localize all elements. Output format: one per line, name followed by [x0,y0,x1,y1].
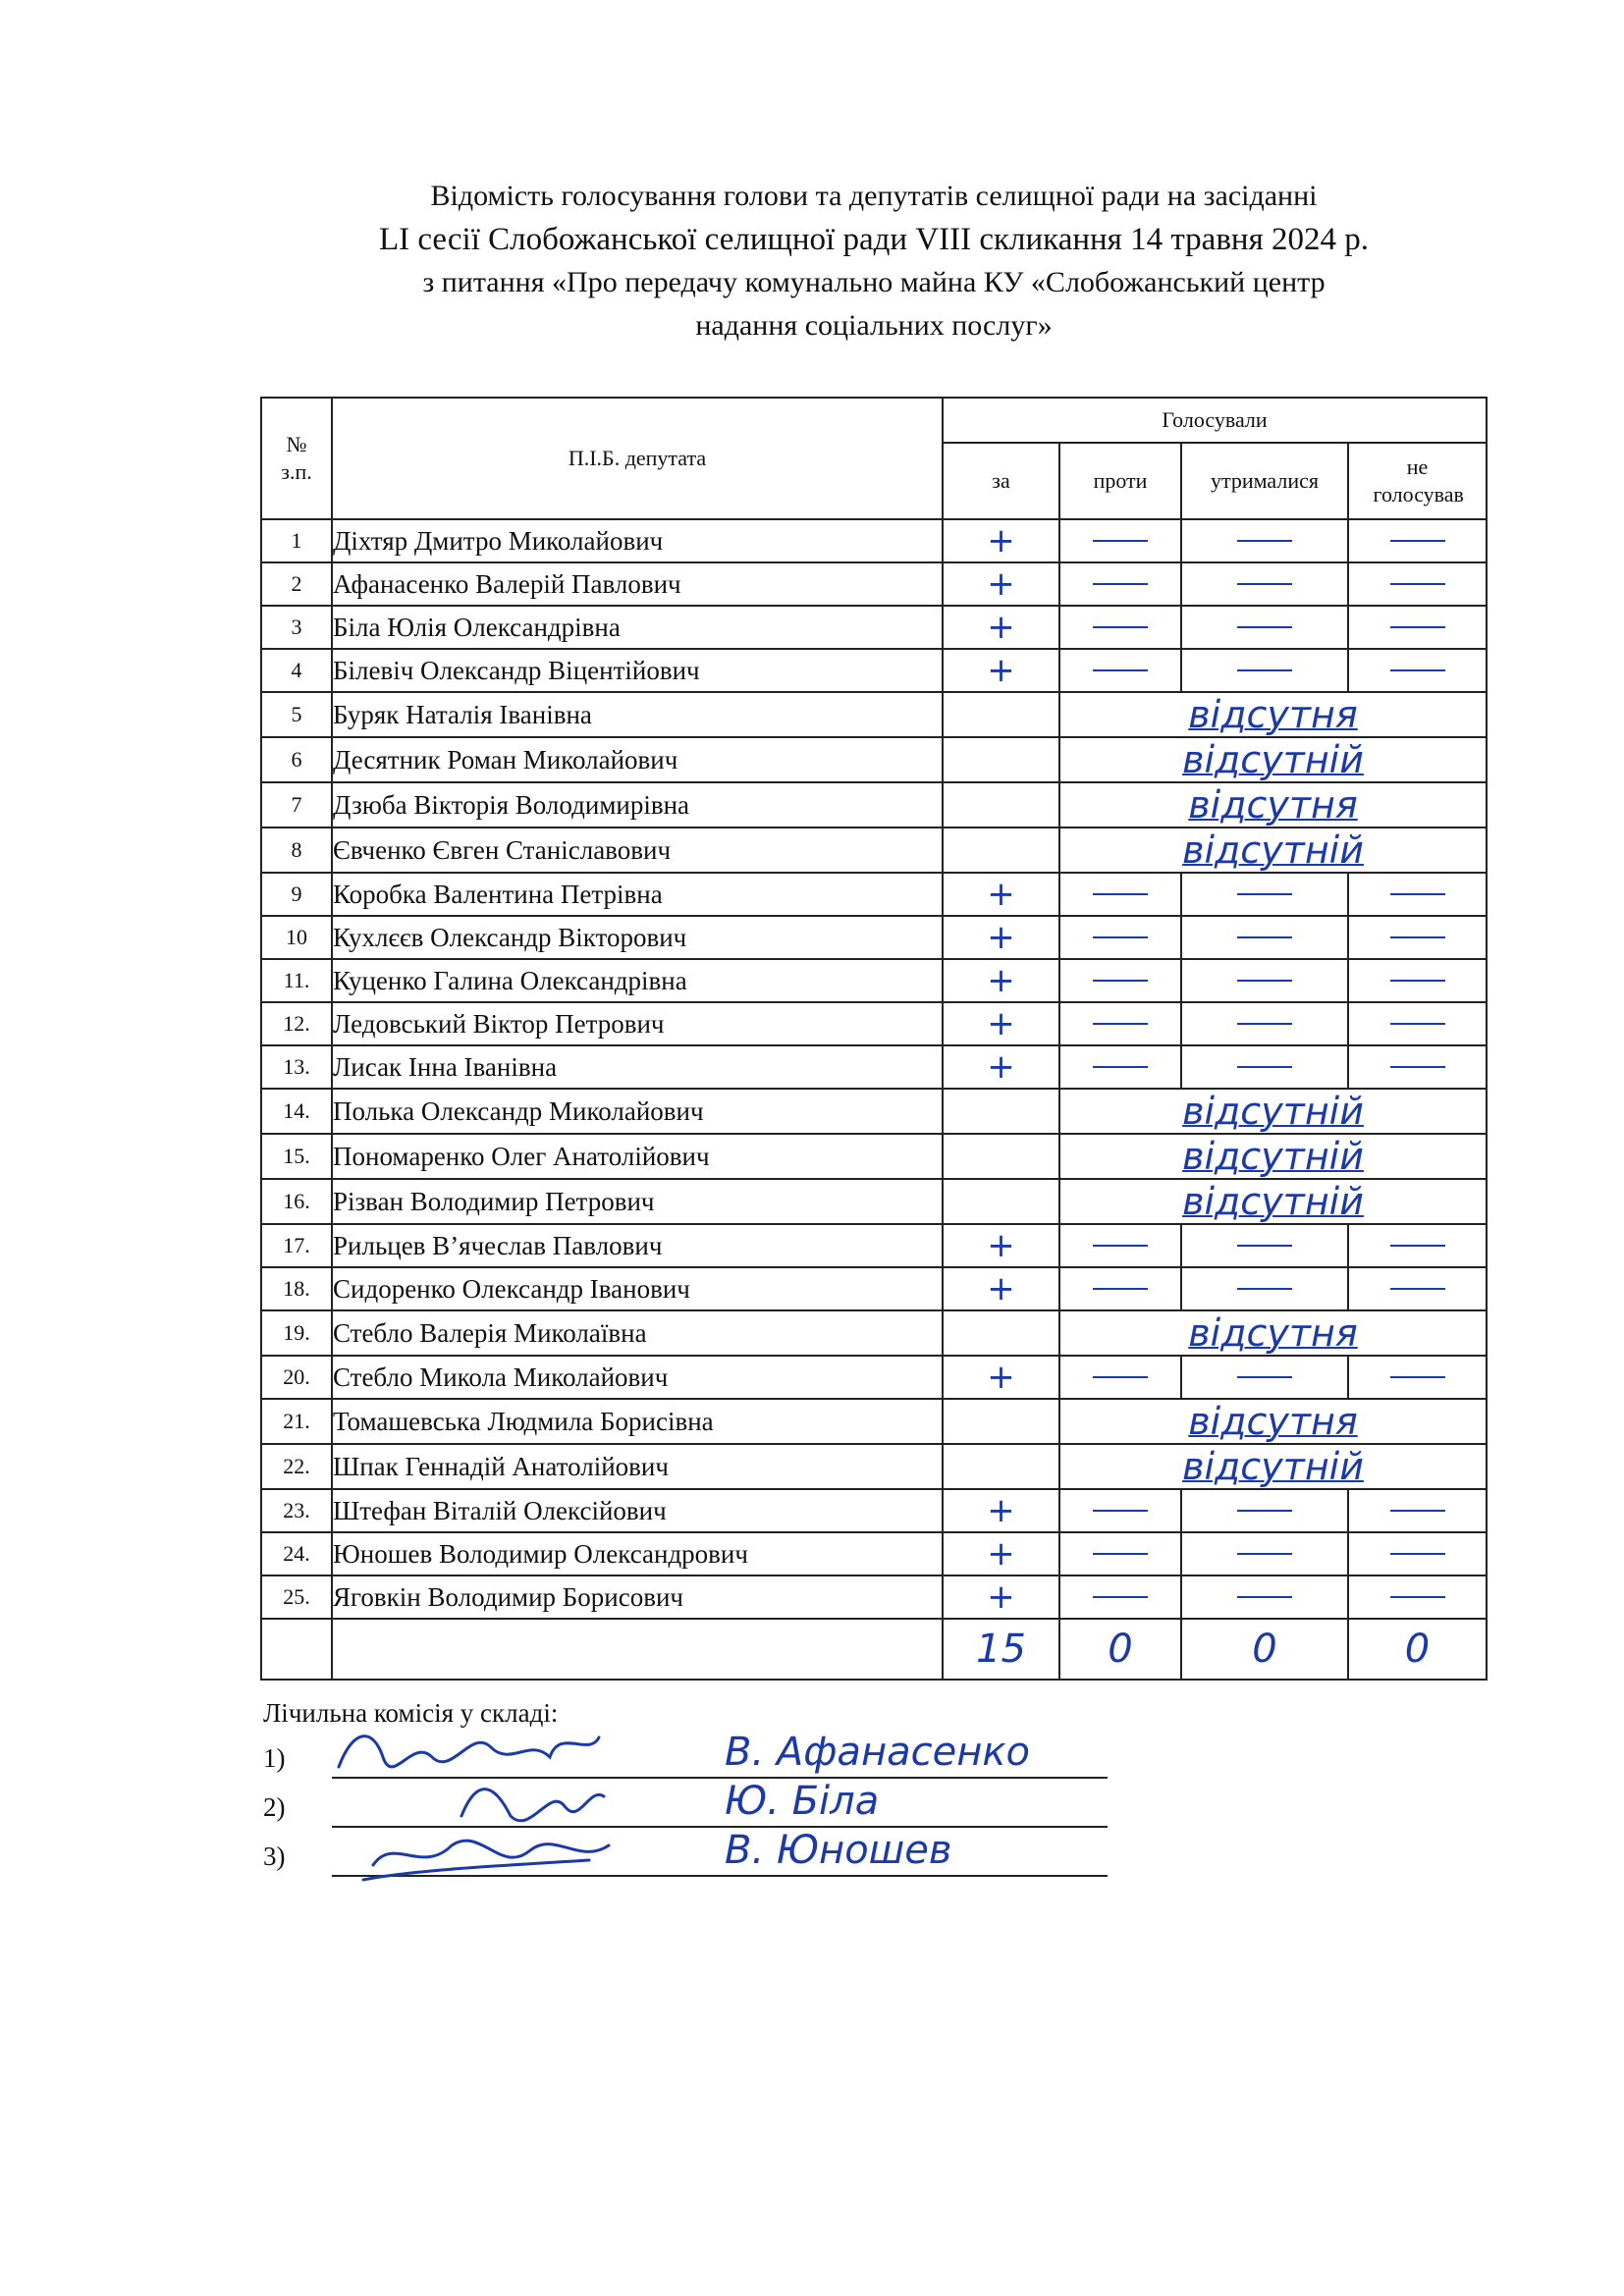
table-row [261,692,1487,737]
totals-row [261,1619,1487,1680]
absent-mark: відсутній [1059,828,1487,873]
row-num: 6 [261,737,332,782]
row-name: Яговкін Володимир Борисович [332,1575,943,1619]
vote-za-mark: + [943,649,1059,692]
row-num: 2 [261,562,332,606]
header-num-label: № з.п. [281,432,312,484]
table-row [261,873,1487,916]
table-row [261,1089,1487,1134]
dash-mark [1237,1245,1292,1247]
vote-za-mark: + [943,1356,1059,1399]
vote-za-mark: + [943,1575,1059,1619]
vote-za-mark: + [943,873,1059,916]
row-num: 3 [261,606,332,649]
dash-mark [1093,1510,1148,1512]
table-row [261,649,1487,692]
vote-ne-holosuvav-dash [1348,873,1487,916]
totals-num-cell [261,1619,332,1680]
header-name: П.І.Б. депутата [332,398,943,519]
dash-mark [1390,936,1445,938]
row-name: Лисак Інна Іванівна [332,1045,943,1089]
dash-mark [1093,626,1148,628]
vote-ne-holosuvav-dash [1348,606,1487,649]
dash-mark [1093,1376,1148,1378]
absent-mark: відсутня [1059,782,1487,828]
table-row [261,1002,1487,1045]
row-name: Євченко Євген Станіславович [332,828,943,873]
vote-proty-dash [1059,649,1181,692]
dash-mark [1237,1023,1292,1025]
dash-mark [1237,1596,1292,1598]
vote-utrymalysia-dash [1181,1002,1348,1045]
table-row [261,1179,1487,1224]
dash-mark [1237,936,1292,938]
vote-utrymalysia-dash [1181,519,1348,562]
vote-proty-dash [1059,959,1181,1002]
dash-mark [1093,669,1148,671]
vote-ne-holosuvav-dash [1348,1267,1487,1310]
vote-ne-holosuvav-dash [1348,1532,1487,1575]
row-num: 13. [261,1045,332,1089]
title-line-2: LI сесії Слобожанської селищної ради VIII скликання 14 травня 2024 р. [378,222,1369,257]
signature-rule-3 [332,1875,1108,1877]
vote-za-cell [943,1444,1059,1489]
dash-mark [1093,1245,1148,1247]
vote-za-mark: + [943,1224,1059,1267]
table-row [261,737,1487,782]
vote-ne-holosuvav-dash [1348,519,1487,562]
row-name: Полька Олександр Миколайович [332,1089,943,1134]
table-row [261,828,1487,873]
table-row [261,1356,1487,1399]
vote-za-mark: + [943,1532,1059,1575]
title-line-3: з питання «Про передачу комунально майна КУ «Слобожанський центр [422,266,1326,298]
row-num: 4 [261,649,332,692]
vote-za-mark: + [943,1489,1059,1532]
commission-line-2 [263,1779,880,1824]
header-ne-holosuvav [1348,443,1487,519]
dash-mark [1093,1288,1148,1290]
dash-mark [1390,893,1445,895]
dash-mark [1093,540,1148,542]
table-row [261,1399,1487,1444]
vote-za-mark: + [943,959,1059,1002]
commission-label: Лічильна комісія у складі: [263,1698,559,1728]
vote-za-cell [943,1134,1059,1179]
vote-utrymalysia-dash [1181,959,1348,1002]
table-row [261,916,1487,959]
commission-name-2: Ю. Біла [725,1779,880,1824]
table-row [261,519,1487,562]
dash-mark [1237,1288,1292,1290]
dash-mark [1390,980,1445,982]
dash-mark [1390,1245,1445,1247]
vote-utrymalysia-dash [1181,1489,1348,1532]
absent-mark: відсутній [1059,1089,1487,1134]
table-row [261,1045,1487,1089]
title-line-1: Відомість голосування голови та депутатів селищної ради на засіданні [430,180,1318,212]
total-ne-holosuvav: 0 [1348,1619,1487,1680]
row-num: 5 [261,692,332,737]
dash-mark [1237,1553,1292,1555]
dash-mark [1237,540,1292,542]
dash-mark [1093,1066,1148,1068]
row-num: 19. [261,1310,332,1356]
dash-mark [1093,936,1148,938]
vote-za-cell [943,1089,1059,1134]
vote-za-mark: + [943,1045,1059,1089]
dash-mark [1237,980,1292,982]
vote-table [260,397,1488,1681]
vote-za-cell [943,828,1059,873]
header-ne-holosuvav-label: не голосував [1373,454,1464,507]
row-name: Білевіч Олександр Віцентійович [332,649,943,692]
vote-proty-dash [1059,1267,1181,1310]
vote-proty-dash [1059,1002,1181,1045]
document-title [295,175,1453,347]
absent-mark: відсутня [1059,1399,1487,1444]
totals-name-cell [332,1619,943,1680]
vote-utrymalysia-dash [1181,1356,1348,1399]
row-num: 25. [261,1575,332,1619]
vote-ne-holosuvav-dash [1348,1002,1487,1045]
signature-scribble-2 [461,1789,604,1821]
absent-mark: відсутній [1059,1444,1487,1489]
vote-proty-dash [1059,1532,1181,1575]
row-name: Діхтяр Дмитро Миколайович [332,519,943,562]
dash-mark [1390,669,1445,671]
vote-utrymalysia-dash [1181,562,1348,606]
row-name: Біла Юлія Олександрівна [332,606,943,649]
vote-za-cell [943,737,1059,782]
row-num: 15. [261,1134,332,1179]
vote-utrymalysia-dash [1181,1575,1348,1619]
vote-ne-holosuvav-dash [1348,959,1487,1002]
total-utrymalysia: 0 [1181,1619,1348,1680]
vote-za-cell [943,782,1059,828]
vote-ne-holosuvav-dash [1348,1575,1487,1619]
vote-ne-holosuvav-dash [1348,562,1487,606]
header-proty: проти [1059,443,1181,519]
vote-proty-dash [1059,519,1181,562]
row-num: 10 [261,916,332,959]
absent-mark: відсутня [1059,1310,1487,1356]
vote-ne-holosuvav-dash [1348,1224,1487,1267]
dash-mark [1390,1288,1445,1290]
dash-mark [1093,1596,1148,1598]
row-name: Куценко Галина Олександрівна [332,959,943,1002]
row-name: Пономаренко Олег Анатолійович [332,1134,943,1179]
row-num: 8 [261,828,332,873]
row-num: 14. [261,1089,332,1134]
header-num [261,398,332,519]
table-row [261,1310,1487,1356]
vote-za-cell [943,1179,1059,1224]
dash-mark [1390,1510,1445,1512]
row-name: Різван Володимир Петрович [332,1179,943,1224]
header-utrymalysia: утрималися [1181,443,1348,519]
dash-mark [1093,1023,1148,1025]
vote-utrymalysia-dash [1181,1532,1348,1575]
dash-mark [1237,1510,1292,1512]
dash-mark [1390,540,1445,542]
table-row [261,959,1487,1002]
row-name: Стебло Валерія Миколаївна [332,1310,943,1356]
table-row [261,606,1487,649]
row-name: Стебло Микола Миколайович [332,1356,943,1399]
table-row [261,1444,1487,1489]
row-name: Коробка Валентина Петрівна [332,873,943,916]
vote-proty-dash [1059,562,1181,606]
dash-mark [1093,980,1148,982]
header-voted: Голосували [943,398,1487,443]
dash-mark [1237,669,1292,671]
vote-za-cell [943,692,1059,737]
row-num: 11. [261,959,332,1002]
dash-mark [1237,893,1292,895]
commission-num-3: 3) [263,1842,286,1871]
row-name: Томашевська Людмила Борисівна [332,1399,943,1444]
commission-num-1: 1) [263,1743,286,1773]
signature-scribble-1 [339,1736,599,1767]
title-line-4: надання соціальних послуг» [695,309,1053,342]
total-za: 15 [943,1619,1059,1680]
dash-mark [1390,583,1445,585]
dash-mark [1237,1376,1292,1378]
row-num: 23. [261,1489,332,1532]
vote-proty-dash [1059,606,1181,649]
commission-num-2: 2) [263,1792,286,1822]
total-proty: 0 [1059,1619,1181,1680]
vote-proty-dash [1059,1045,1181,1089]
absent-mark: відсутній [1059,1134,1487,1179]
vote-proty-dash [1059,916,1181,959]
vote-proty-dash [1059,1575,1181,1619]
row-name: Афанасенко Валерій Павлович [332,562,943,606]
dash-mark [1093,893,1148,895]
vote-za-mark: + [943,562,1059,606]
row-num: 1 [261,519,332,562]
vote-ne-holosuvav-dash [1348,1489,1487,1532]
table-row [261,782,1487,828]
vote-utrymalysia-dash [1181,649,1348,692]
vote-utrymalysia-dash [1181,1224,1348,1267]
row-name: Буряк Наталія Іванівна [332,692,943,737]
table-row [261,1134,1487,1179]
dash-mark [1390,1023,1445,1025]
table-row [261,562,1487,606]
table-row [261,1267,1487,1310]
absent-mark: відсутній [1059,737,1487,782]
dash-mark [1390,626,1445,628]
absent-mark: відсутня [1059,692,1487,737]
row-name: Кухлєєв Олександр Вікторович [332,916,943,959]
vote-utrymalysia-dash [1181,873,1348,916]
dash-mark [1237,1066,1292,1068]
vote-utrymalysia-dash [1181,606,1348,649]
vote-za-cell [943,1310,1059,1356]
row-num: 9 [261,873,332,916]
row-name: Юношев Володимир Олександрович [332,1532,943,1575]
dash-mark [1390,1553,1445,1555]
row-num: 17. [261,1224,332,1267]
vote-ne-holosuvav-dash [1348,649,1487,692]
absent-mark: відсутній [1059,1179,1487,1224]
signature-rule-2 [332,1826,1108,1828]
commission-line-1 [263,1730,1030,1775]
vote-proty-dash [1059,1489,1181,1532]
vote-za-mark: + [943,1002,1059,1045]
vote-utrymalysia-dash [1181,1267,1348,1310]
row-name: Штефан Віталій Олексійович [332,1489,943,1532]
row-num: 22. [261,1444,332,1489]
vote-za-mark: + [943,606,1059,649]
table-row [261,1489,1487,1532]
row-num: 12. [261,1002,332,1045]
commission-name-1: В. Афанасенко [725,1730,1030,1775]
dash-mark [1390,1596,1445,1598]
table-row [261,1575,1487,1619]
vote-za-mark: + [943,916,1059,959]
row-num: 20. [261,1356,332,1399]
row-num: 16. [261,1179,332,1224]
dash-mark [1390,1066,1445,1068]
row-num: 24. [261,1532,332,1575]
row-name: Десятник Роман Миколайович [332,737,943,782]
dash-mark [1093,583,1148,585]
vote-utrymalysia-dash [1181,1045,1348,1089]
vote-ne-holosuvav-dash [1348,916,1487,959]
vote-ne-holosuvav-dash [1348,1045,1487,1089]
row-name: Сидоренко Олександр Іванович [332,1267,943,1310]
vote-ne-holosuvav-dash [1348,1356,1487,1399]
dash-mark [1390,1376,1445,1378]
row-num: 21. [261,1399,332,1444]
row-num: 7 [261,782,332,828]
vote-za-mark: + [943,1267,1059,1310]
vote-proty-dash [1059,873,1181,916]
dash-mark [1237,626,1292,628]
signature-rule-1 [332,1777,1108,1779]
vote-za-mark: + [943,519,1059,562]
row-name: Ледовський Віктор Петрович [332,1002,943,1045]
row-name: Дзюба Вікторія Володимирівна [332,782,943,828]
commission-line-3 [263,1828,952,1873]
table-row [261,1532,1487,1575]
vote-proty-dash [1059,1356,1181,1399]
row-name: Шпак Геннадій Анатолійович [332,1444,943,1489]
vote-proty-dash [1059,1224,1181,1267]
vote-utrymalysia-dash [1181,916,1348,959]
row-name: Рильцев В’ячеслав Павлович [332,1224,943,1267]
commission-name-3: В. Юношев [725,1828,952,1873]
vote-za-cell [943,1399,1059,1444]
header-za: за [943,443,1059,519]
table-row [261,1224,1487,1267]
row-num: 18. [261,1267,332,1310]
dash-mark [1093,1553,1148,1555]
dash-mark [1237,583,1292,585]
